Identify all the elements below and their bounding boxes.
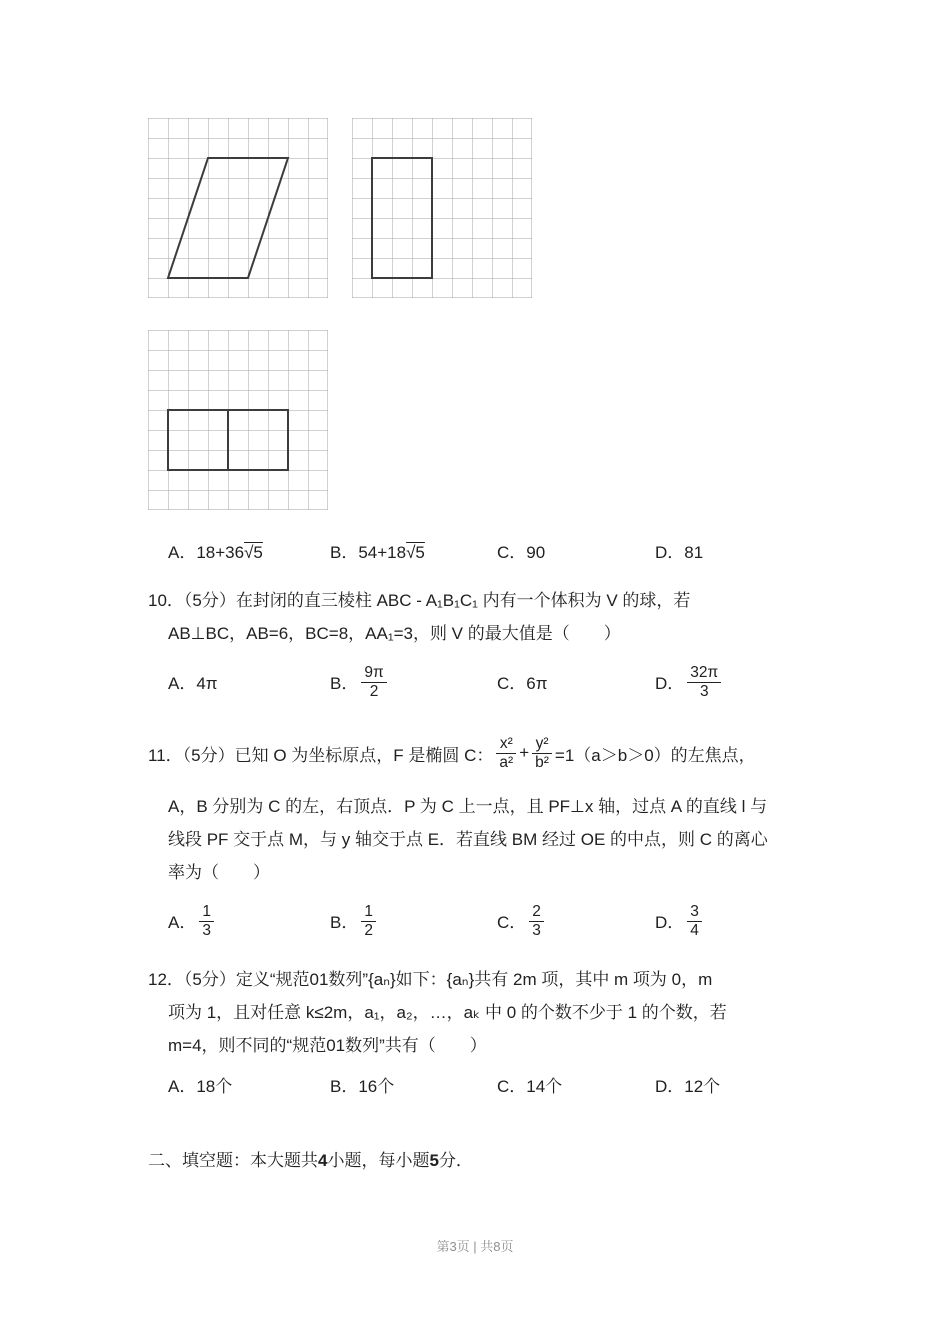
q11-intro-text: 11．（5分）已知 O 为坐标原点，F 是椭圆 C： [148,745,494,765]
option-text: A． [168,913,197,932]
q10-option-b [330,658,390,710]
fraction-numerator: 2 [529,903,544,922]
q12-text-line3: m=4，则不同的“规范01数列”共有（ ） [168,1036,487,1055]
option-text: B．54+18 [330,543,407,562]
fraction [529,903,544,940]
q11-text-line4: 率为（ ） [168,863,270,882]
q11-text-line3: 线段 PF 交于点 M，与 y 轴交于点 E．若直线 BM 经过 OE 的中点，则 C 的离心 [168,830,768,849]
fraction-denominator: 2 [364,922,373,940]
q9-option-b [330,540,425,566]
q10-text-line2: AB⊥BC，AB=6，BC=8，AA₁=3，则 V 的最大值是（ ） [168,624,621,643]
fraction-numerator: 1 [199,903,214,922]
section-heading-text: 二、填空题：本大题共 [148,1151,318,1170]
fraction-numerator: 32π [687,664,721,683]
q10-text-line1: 10．（5分）在封闭的直三棱柱 ABC - A₁B₁C₁ 内有一个体积为 V 的球，若 [148,591,691,610]
fraction [687,664,721,701]
fraction [361,664,386,701]
plus-sign: + [519,743,530,762]
q11-option-b [330,897,379,949]
section-heading-count: 4 [318,1151,328,1170]
fraction-numerator: 9π [361,664,386,683]
q12-option-d [655,1074,720,1100]
page-content [148,0,838,1171]
option-text: A．4π [168,674,218,693]
radical-text: √5 [244,543,263,562]
q9-option-a [168,540,263,566]
fraction-denominator: b² [535,753,549,771]
section-heading-text: 小题，每小题 [327,1151,430,1170]
q9-option-d [655,540,703,566]
q12-text-line1: 12．（5分）定义“规范01数列”{aₙ}如下：{aₙ}共有 2m 项，其中 m 项为 0，m [148,970,713,989]
q11-option-c [497,897,547,949]
option-text: D．81 [655,543,704,562]
fraction-denominator: 3 [699,683,709,701]
fraction-numerator: x² [496,735,516,754]
q11-option-a [168,897,217,949]
q12-options-row [148,1074,838,1100]
option-text: B．16个 [330,1077,395,1096]
option-text: C． [497,913,527,932]
option-text: D．12个 [655,1077,721,1096]
fraction-numerator: y² [532,735,552,754]
q9-options-row [148,540,838,566]
fraction-denominator: 2 [369,683,379,701]
section-heading-text: 分． [438,1151,473,1170]
grid-background [352,118,532,298]
radical-text: √5 [406,543,425,562]
fraction-denominator: a² [499,753,514,771]
q11-intro-tail: =1（a＞b＞0）的左焦点， [554,745,756,765]
q11-intro-line [148,726,838,780]
q10-option-a [168,658,218,710]
fraction [199,903,214,940]
q11-options-row [148,897,838,949]
fraction [687,903,702,940]
two-squares-grid-figure [148,330,328,510]
parallelogram-grid-figure [148,118,328,298]
section2-heading [148,1146,838,1171]
figure-row [148,118,838,298]
q9-option-c [497,540,545,566]
q10-option-c [497,658,547,710]
q10-option-d [655,658,724,710]
q10-options-row [148,658,838,710]
q12-text-line2: 项为 1，且对任意 k≤2m，a₁，a₂，…，aₖ 中 0 的个数不少于 1 的个数，若 [168,1003,727,1022]
q12-option-b [330,1074,394,1100]
fraction-numerator: 1 [361,903,376,922]
fraction-denominator: 3 [202,922,211,940]
option-text: B． [330,674,359,693]
fraction-denominator: 3 [532,922,541,940]
q11-option-d [655,897,705,949]
page-footer [0,1236,950,1255]
fraction-numerator: 3 [687,903,702,922]
option-text: A．18个 [168,1077,233,1096]
option-text: D． [655,913,685,932]
fraction [361,903,376,940]
grid-background [148,330,328,510]
section-heading-score: 5 [429,1151,439,1170]
option-text: A．18+36 [168,543,245,562]
fraction-denominator: 4 [690,922,699,940]
rectangle-grid-figure [352,118,532,298]
q11-text-line2: A，B 分别为 C 的左，右顶点．P 为 C 上一点，且 PF⊥x 轴，过点 A 的直线 l 与 [168,797,768,816]
option-text: C．6π [497,674,548,693]
q12-option-a [168,1074,232,1100]
option-text: B． [330,913,359,932]
fraction [532,735,552,772]
fraction [496,735,516,772]
option-text: D． [655,674,685,693]
q12-option-c [497,1074,562,1100]
page-number-indicator: 第3页 | 共8页 [436,1239,514,1254]
grid-background [148,118,328,298]
option-text: C．14个 [497,1077,563,1096]
option-text: C．90 [497,543,546,562]
